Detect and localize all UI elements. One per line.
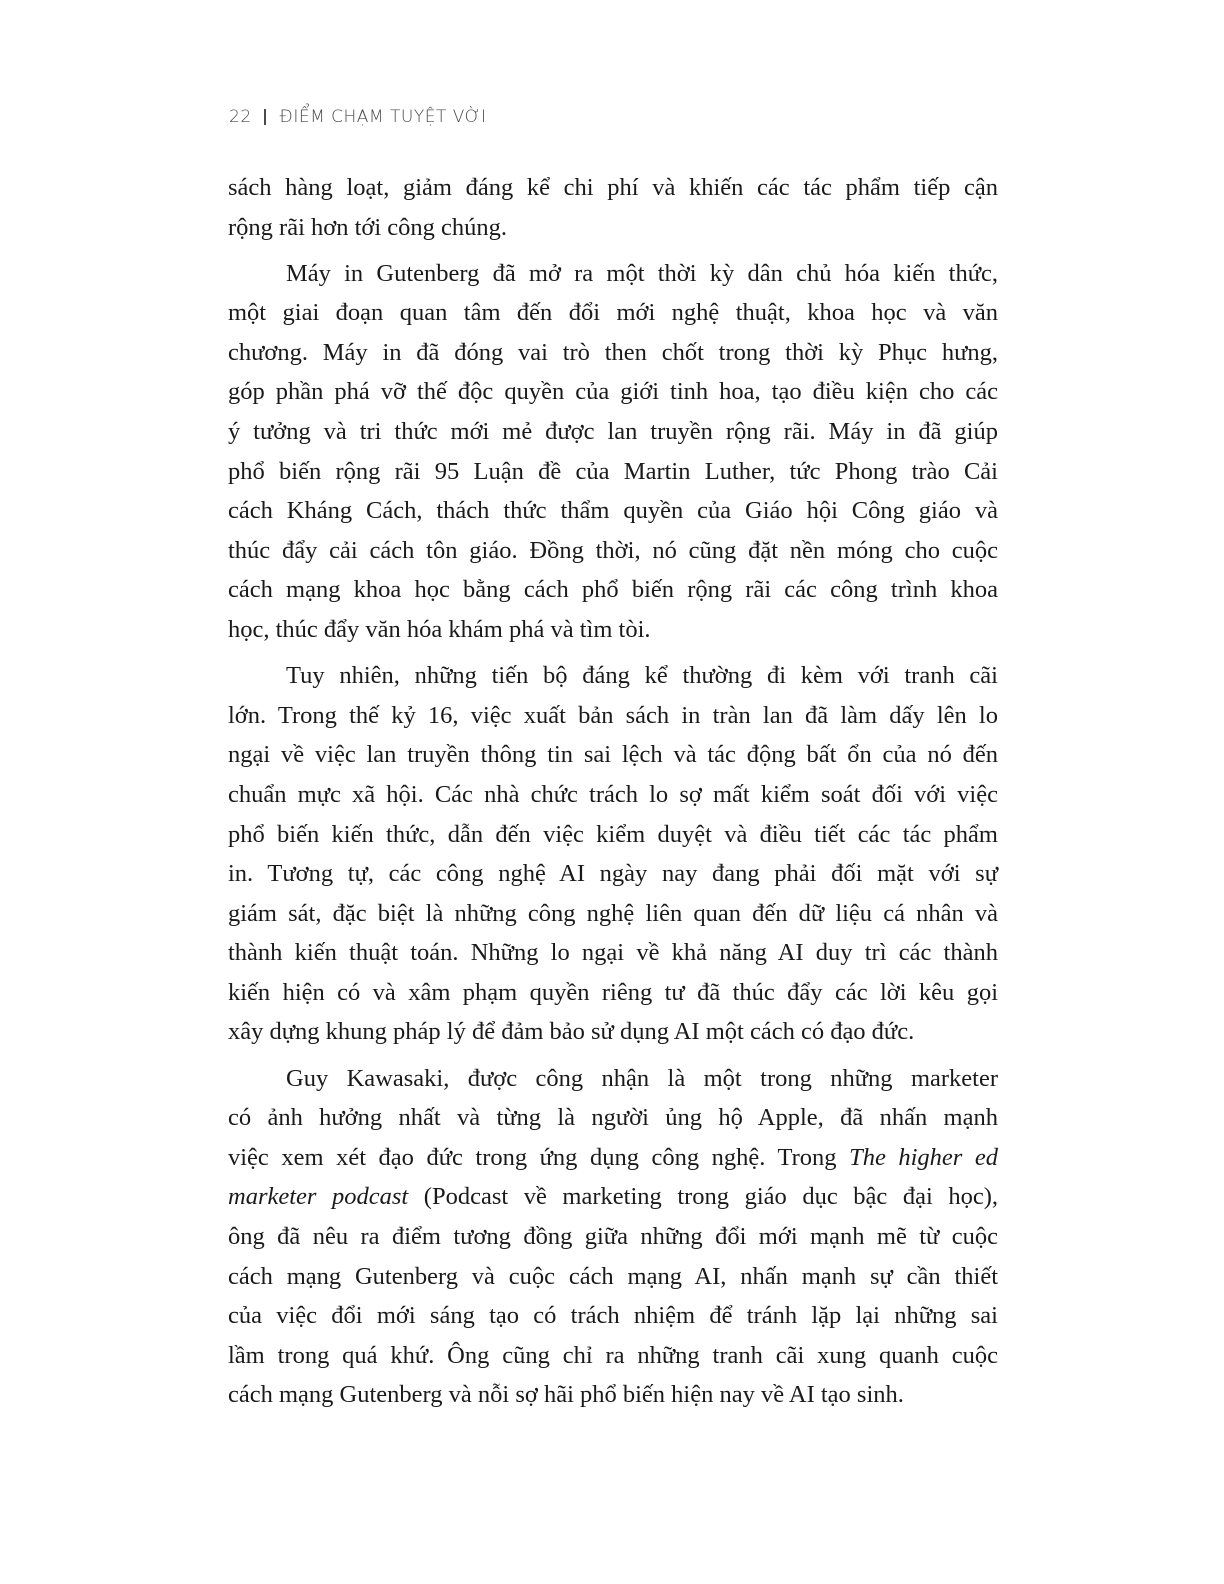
paragraph <box>228 1059 998 1415</box>
italic-title: The higher ed <box>849 1143 998 1171</box>
text-line: lầm trong quá khứ. Ông cũng chỉ ra những tranh cãi xung quanh cuộc <box>228 1341 998 1369</box>
text-line: rộng rãi hơn tới công chúng. <box>228 213 508 241</box>
text-line: Guy Kawasaki, được công nhận là một trong những marketer <box>286 1064 998 1092</box>
text-line: chương. Máy in đã đóng vai trò then chốt trong thời kỳ Phục hưng, <box>228 338 998 366</box>
text-line: ngại về việc lan truyền thông tin sai lệch và tác động bất ổn của nó đến <box>228 741 998 769</box>
header-divider <box>264 109 266 125</box>
text-line: kiến hiện có và xâm phạm quyền riêng tư đã thúc đẩy các lời kêu gọi <box>228 978 998 1006</box>
text-line <box>228 1138 998 1178</box>
text-line: Máy in Gutenberg đã mở ra một thời kỳ dân chủ hóa kiến thức, <box>286 259 998 287</box>
text-line: thành kiến thuật toán. Những lo ngại về khả năng AI duy trì các thành <box>228 939 998 967</box>
text-line: một giai đoạn quan tâm đến đổi mới nghệ thuật, khoa học và văn <box>228 299 998 327</box>
text-line: chuẩn mực xã hội. Các nhà chức trách lo sợ mất kiểm soát đối với việc <box>228 780 998 808</box>
page-body <box>228 168 998 1421</box>
text-line: phổ biến rộng rãi 95 Luận đề của Martin Luther, tức Phong trào Cải <box>228 457 998 485</box>
text-segment: việc xem xét đạo đức trong ứng dụng công nghệ. Trong <box>228 1143 850 1171</box>
text-line: góp phần phá vỡ thế độc quyền của giới tinh hoa, tạo điều kiện cho các <box>228 378 998 406</box>
text-line: cách mạng Gutenberg và cuộc cách mạng AI, nhấn mạnh sự cần thiết <box>228 1262 998 1290</box>
text-line: Tuy nhiên, những tiến bộ đáng kể thường đi kèm với tranh cãi <box>286 662 998 690</box>
running-header <box>229 107 486 127</box>
text-line: ông đã nêu ra điểm tương đồng giữa những đổi mới mạnh mẽ từ cuộc <box>228 1222 998 1250</box>
text-line: học, thúc đẩy văn hóa khám phá và tìm tòi. <box>228 616 651 644</box>
text-segment: (Podcast về marketing trong giáo dục bậc đại học), <box>408 1183 998 1211</box>
paragraph <box>228 656 998 1052</box>
text-line: cách mạng Gutenberg và nỗi sợ hãi phổ biến hiện nay về AI tạo sinh. <box>228 1381 904 1409</box>
text-line: thúc đẩy cải cách tôn giáo. Đồng thời, nó cũng đặt nền móng cho cuộc <box>228 536 998 564</box>
text-line: ý tưởng và tri thức mới mẻ được lan truyền rộng rãi. Máy in đã giúp <box>228 418 998 446</box>
text-line: có ảnh hưởng nhất và từng là người ủng hộ Apple, đã nhấn mạnh <box>228 1104 998 1132</box>
text-line: của việc đổi mới sáng tạo có trách nhiệm để tránh lặp lại những sai <box>228 1302 998 1330</box>
text-line: giám sát, đặc biệt là những công nghệ liên quan đến dữ liệu cá nhân và <box>228 899 998 927</box>
running-title: ĐIỂM CHẠM TUYỆT VỜI <box>279 107 487 127</box>
text-line: phổ biến kiến thức, dẫn đến việc kiểm duyệt và điều tiết các tác phẩm <box>228 820 998 848</box>
text-line: xây dựng khung pháp lý để đảm bảo sử dụng AI một cách có đạo đức. <box>228 1018 915 1046</box>
text-line: sách hàng loạt, giảm đáng kể chi phí và khiến các tác phẩm tiếp cận <box>228 174 998 201</box>
text-line <box>228 1177 998 1217</box>
text-line: cách Kháng Cách, thách thức thẩm quyền của Giáo hội Công giáo và <box>228 497 998 525</box>
italic-title: marketer podcast <box>228 1183 409 1211</box>
page-number: 22 <box>229 107 252 127</box>
text-line: cách mạng khoa học bằng cách phổ biến rộng rãi các công trình khoa <box>228 576 998 604</box>
paragraph <box>228 254 998 650</box>
text-line: lớn. Trong thế kỷ 16, việc xuất bản sách in tràn lan đã làm dấy lên lo <box>228 701 998 729</box>
paragraph <box>228 168 998 247</box>
text-line: in. Tương tự, các công nghệ AI ngày nay đang phải đối mặt với sự <box>228 860 998 888</box>
